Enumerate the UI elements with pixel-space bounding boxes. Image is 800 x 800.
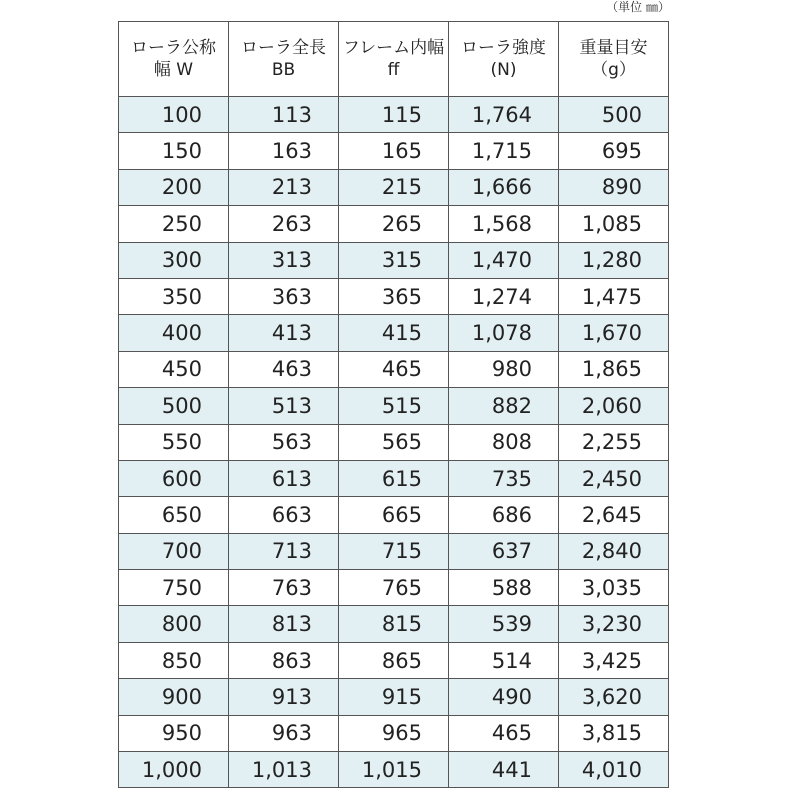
cell-total-length: 263 [229, 206, 339, 242]
cell-roller-strength: 735 [449, 460, 559, 496]
cell-weight-estimate: 3,230 [559, 606, 669, 642]
cell-frame-inner-width: 315 [339, 242, 449, 278]
cell-weight-estimate: 2,840 [559, 533, 669, 569]
table-row [119, 752, 669, 788]
cell-total-length: 613 [229, 460, 339, 496]
header-frame-inner-width: フレーム内幅 ff [339, 22, 449, 97]
cell-total-length: 963 [229, 715, 339, 751]
cell-roller-strength: 637 [449, 533, 559, 569]
cell-frame-inner-width: 365 [339, 278, 449, 314]
cell-total-length: 163 [229, 133, 339, 169]
cell-frame-inner-width: 715 [339, 533, 449, 569]
cell-nominal-width: 350 [119, 278, 229, 314]
cell-nominal-width: 750 [119, 570, 229, 606]
cell-roller-strength: 980 [449, 351, 559, 387]
table-row [119, 424, 669, 460]
cell-roller-strength: 1,715 [449, 133, 559, 169]
cell-frame-inner-width: 165 [339, 133, 449, 169]
cell-nominal-width: 1,000 [119, 752, 229, 788]
roller-spec-table [118, 21, 669, 788]
cell-nominal-width: 450 [119, 351, 229, 387]
cell-nominal-width: 650 [119, 497, 229, 533]
cell-weight-estimate: 2,450 [559, 460, 669, 496]
cell-total-length: 213 [229, 169, 339, 205]
cell-frame-inner-width: 915 [339, 679, 449, 715]
cell-weight-estimate: 1,865 [559, 351, 669, 387]
cell-weight-estimate: 695 [559, 133, 669, 169]
cell-weight-estimate: 1,280 [559, 242, 669, 278]
cell-frame-inner-width: 865 [339, 642, 449, 678]
cell-total-length: 713 [229, 533, 339, 569]
cell-nominal-width: 150 [119, 133, 229, 169]
cell-nominal-width: 900 [119, 679, 229, 715]
cell-frame-inner-width: 665 [339, 497, 449, 533]
cell-total-length: 763 [229, 570, 339, 606]
cell-frame-inner-width: 465 [339, 351, 449, 387]
table-row [119, 388, 669, 424]
cell-roller-strength: 539 [449, 606, 559, 642]
cell-roller-strength: 1,666 [449, 169, 559, 205]
cell-roller-strength: 1,568 [449, 206, 559, 242]
table-row [119, 679, 669, 715]
cell-nominal-width: 400 [119, 315, 229, 351]
table-row [119, 715, 669, 751]
cell-nominal-width: 300 [119, 242, 229, 278]
cell-nominal-width: 500 [119, 388, 229, 424]
cell-frame-inner-width: 965 [339, 715, 449, 751]
cell-weight-estimate: 1,085 [559, 206, 669, 242]
cell-total-length: 413 [229, 315, 339, 351]
cell-total-length: 513 [229, 388, 339, 424]
cell-frame-inner-width: 265 [339, 206, 449, 242]
cell-roller-strength: 808 [449, 424, 559, 460]
cell-total-length: 863 [229, 642, 339, 678]
table-row [119, 242, 669, 278]
cell-roller-strength: 1,470 [449, 242, 559, 278]
cell-total-length: 663 [229, 497, 339, 533]
cell-total-length: 913 [229, 679, 339, 715]
cell-weight-estimate: 3,620 [559, 679, 669, 715]
cell-roller-strength: 686 [449, 497, 559, 533]
table-row [119, 278, 669, 314]
header-roller-strength: ローラ強度 (N) [449, 22, 559, 97]
cell-frame-inner-width: 815 [339, 606, 449, 642]
cell-nominal-width: 100 [119, 97, 229, 133]
cell-roller-strength: 1,274 [449, 278, 559, 314]
cell-weight-estimate: 2,645 [559, 497, 669, 533]
cell-nominal-width: 250 [119, 206, 229, 242]
cell-total-length: 563 [229, 424, 339, 460]
cell-total-length: 313 [229, 242, 339, 278]
table-row [119, 206, 669, 242]
cell-roller-strength: 882 [449, 388, 559, 424]
cell-weight-estimate: 3,035 [559, 570, 669, 606]
table-row [119, 570, 669, 606]
cell-roller-strength: 588 [449, 570, 559, 606]
cell-weight-estimate: 3,815 [559, 715, 669, 751]
table-row [119, 97, 669, 133]
table-row [119, 460, 669, 496]
cell-frame-inner-width: 765 [339, 570, 449, 606]
table-row [119, 133, 669, 169]
cell-weight-estimate: 1,670 [559, 315, 669, 351]
cell-total-length: 363 [229, 278, 339, 314]
cell-weight-estimate: 3,425 [559, 642, 669, 678]
table-row [119, 533, 669, 569]
cell-weight-estimate: 2,060 [559, 388, 669, 424]
cell-frame-inner-width: 515 [339, 388, 449, 424]
cell-nominal-width: 700 [119, 533, 229, 569]
table-row [119, 351, 669, 387]
cell-frame-inner-width: 615 [339, 460, 449, 496]
unit-note: （単位 ㎜） [606, 0, 670, 14]
table-row [119, 642, 669, 678]
cell-frame-inner-width: 415 [339, 315, 449, 351]
cell-total-length: 463 [229, 351, 339, 387]
cell-roller-strength: 514 [449, 642, 559, 678]
cell-frame-inner-width: 1,015 [339, 752, 449, 788]
cell-nominal-width: 200 [119, 169, 229, 205]
header-weight-estimate: 重量目安 （g） [559, 22, 669, 97]
cell-roller-strength: 1,764 [449, 97, 559, 133]
cell-weight-estimate: 1,475 [559, 278, 669, 314]
cell-total-length: 113 [229, 97, 339, 133]
cell-total-length: 813 [229, 606, 339, 642]
cell-roller-strength: 490 [449, 679, 559, 715]
cell-nominal-width: 550 [119, 424, 229, 460]
cell-frame-inner-width: 215 [339, 169, 449, 205]
cell-weight-estimate: 4,010 [559, 752, 669, 788]
cell-frame-inner-width: 115 [339, 97, 449, 133]
table-body [119, 97, 669, 788]
header-nominal-width: ローラ公称 幅 W [119, 22, 229, 97]
cell-frame-inner-width: 565 [339, 424, 449, 460]
cell-roller-strength: 1,078 [449, 315, 559, 351]
cell-weight-estimate: 500 [559, 97, 669, 133]
cell-nominal-width: 800 [119, 606, 229, 642]
cell-nominal-width: 950 [119, 715, 229, 751]
table-row [119, 169, 669, 205]
header-total-length: ローラ全長 BB [229, 22, 339, 97]
header-row [119, 22, 669, 97]
cell-roller-strength: 465 [449, 715, 559, 751]
table-row [119, 606, 669, 642]
cell-nominal-width: 850 [119, 642, 229, 678]
cell-weight-estimate: 890 [559, 169, 669, 205]
table-row [119, 315, 669, 351]
cell-roller-strength: 441 [449, 752, 559, 788]
cell-weight-estimate: 2,255 [559, 424, 669, 460]
table-row [119, 497, 669, 533]
cell-nominal-width: 600 [119, 460, 229, 496]
cell-total-length: 1,013 [229, 752, 339, 788]
